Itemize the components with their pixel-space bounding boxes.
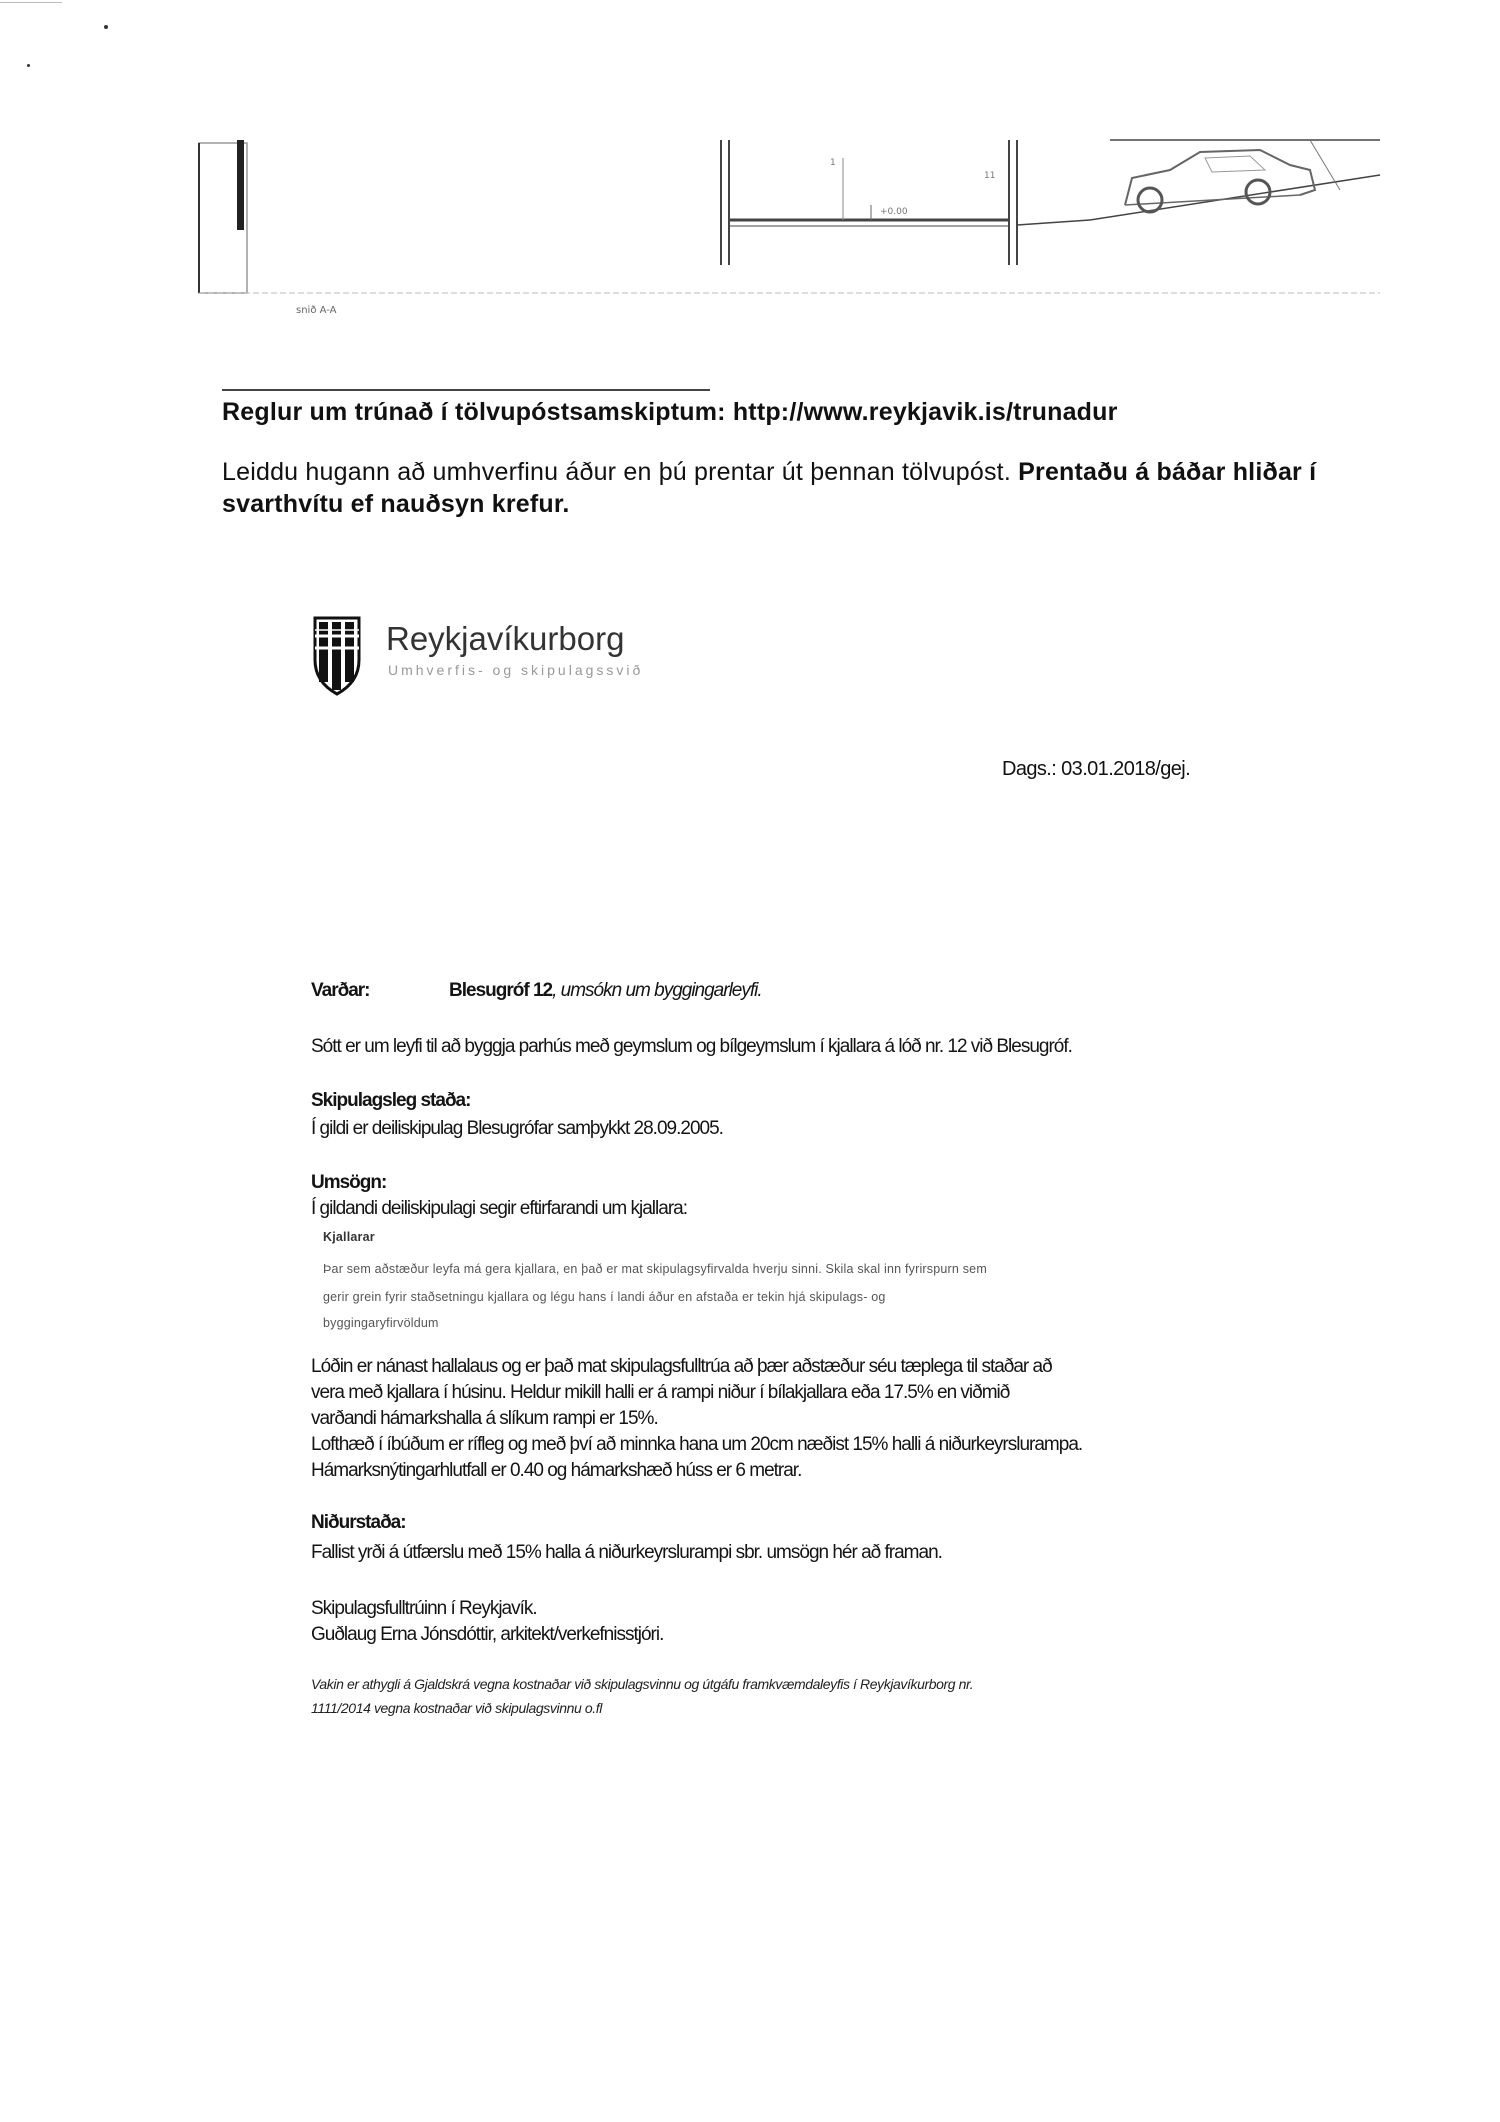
quote-line: gerir grein fyrir staðsetningu kjallara og légu hans í landi áður en afstaða er tekin hjá skipulags- og	[323, 1290, 886, 1304]
review-line: varðandi hámarkshalla á slíkum rampi er 15%.	[311, 1408, 658, 1429]
signature-line: Skipulagsfulltrúinn í Reykjavík.	[311, 1598, 537, 1619]
review-intro: Í gildandi deiliskipulagi segir eftirfarandi um kjallara:	[311, 1198, 687, 1219]
quote-heading: Kjallarar	[323, 1230, 375, 1244]
result-text: Fallist yrði á útfærslu með 15% halla á niðurkeyrslurampi sbr. umsögn hér að framan.	[311, 1542, 942, 1563]
review-line: vera með kjallara í húsinu. Heldur mikill halli er á rampi niður í bílakjallara eða 17.5% en viðmið	[311, 1382, 1010, 1403]
environment-notice-text: Leiddu hugann að umhverfinu áður en þú prentar út þennan tölvupóst.	[222, 458, 1011, 486]
subject-description: , umsókn um byggingarleyfi.	[552, 980, 762, 1001]
svg-text:1: 1	[830, 158, 836, 168]
subject-line	[449, 980, 762, 1002]
review-line: Hámarksnýtingarhlutfall er 0.40 og hámarkshæð húss er 6 metrar.	[311, 1460, 802, 1481]
application-intro: Sótt er um leyfi til að byggja parhús með geymslum og bílgeymslum í kjallara á lóð nr. 12 við Blesugróf.	[311, 1036, 1072, 1057]
subject-label: Varðar:	[311, 980, 370, 1001]
section-drawing	[0, 0, 1500, 330]
notice-separator	[222, 389, 710, 391]
environment-notice	[222, 456, 1352, 520]
footnote-line: Vakin er athygli á Gjaldskrá vegna kostnaðar við skipulagsvinnu og útgáfu framkvæmdaleyfis í Reykjavíkurborg nr.	[311, 1676, 974, 1692]
org-name: Reykjavíkurborg	[386, 620, 625, 657]
letter-date: Dags.: 03.01.2018/gej.	[1002, 758, 1191, 780]
section-label: snið A-A	[296, 305, 337, 316]
review-line: Lóðin er nánast hallalaus og er það mat skipulagsfulltrúa að þær aðstæður séu tæplega til staðar að	[311, 1356, 1052, 1377]
footnote-line: 1111/2014 vegna kostnaðar við skipulagsvinnu o.fl	[311, 1700, 602, 1716]
signature-line: Guðlaug Erna Jónsdóttir, arkitekt/verkefnisstjóri.	[311, 1624, 664, 1645]
reykjavik-coat-of-arms-icon	[312, 608, 362, 698]
quote-line: byggingaryfirvöldum	[323, 1316, 439, 1330]
svg-text:11: 11	[984, 171, 996, 181]
svg-text:+0.00: +0.00	[880, 207, 908, 217]
review-line: Lofthæð í íbúðum er rífleg og með því að minnka hana um 20cm næðist 15% halli á niðurkeyrslurampa.	[311, 1434, 1083, 1455]
department-name: Umhverfis- og skipulagssvið	[388, 662, 644, 678]
review-heading: Umsögn:	[311, 1172, 387, 1193]
result-heading: Niðurstaða:	[311, 1512, 406, 1533]
car-icon	[1125, 150, 1315, 212]
plan-status-text: Í gildi er deiliskipulag Blesugrófar samþykkt 28.09.2005.	[311, 1118, 723, 1139]
subject-address: Blesugróf 12	[449, 980, 553, 1001]
plan-status-heading: Skipulagsleg staða:	[311, 1090, 471, 1111]
confidentiality-rules: Reglur um trúnað í tölvupóstsamskiptum: http://www.reykjavik.is/trunadur	[222, 398, 1118, 426]
environment-notice-bold: Prentaðu á báðar hliðar í svarthvítu ef nauðsyn krefur.	[222, 458, 1317, 518]
quote-line: Þar sem aðstæður leyfa má gera kjallara, en það er mat skipulagsyfirvalda hverju sinni. Skila skal inn fyrirspurn sem	[323, 1262, 987, 1276]
